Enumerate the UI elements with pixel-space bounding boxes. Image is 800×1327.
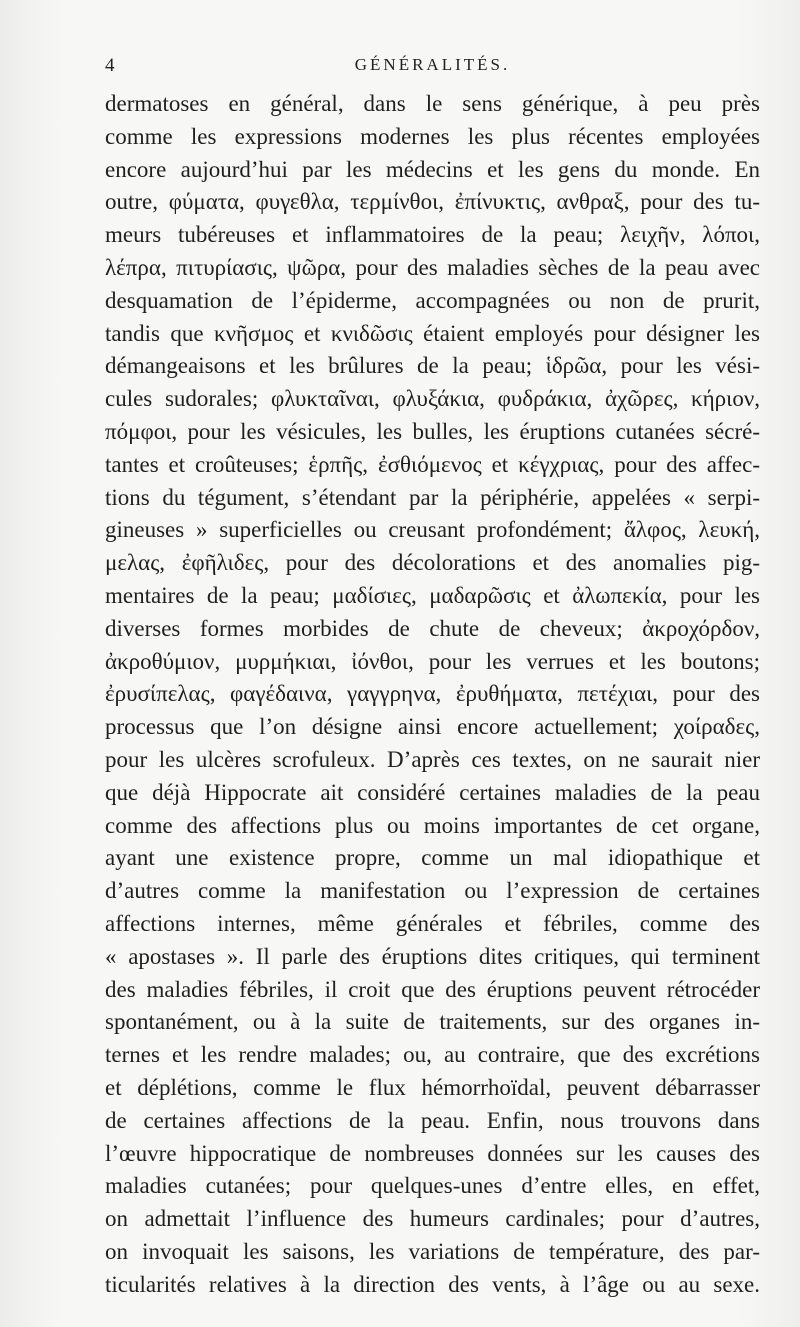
text-line: tantes et croûteuses; ἑρπῆς, ἐσθιόμενος et κέγχριας, pour des affec- <box>105 451 760 477</box>
text-line: pour les ulcères scrofuleux. D’après ces textes, on ne saurait nier <box>105 746 760 772</box>
text-line: μελας, ἐφῆλιδες, pour des décolorations et des anomalies pig- <box>105 550 760 576</box>
text-line: ayant une existence propre, comme un mal idiopathique et <box>105 845 760 871</box>
text-line: ticularités relatives à la direction des vents, à l’âge ou au sexe. <box>105 1271 760 1297</box>
text-line: meurs tubéreuses et inflammatoires de la peau; λειχῆν, λόποι, <box>105 222 760 248</box>
text-line: dermatoses en général, dans le sens générique, à peu près <box>105 91 760 116</box>
text-line: tandis que κνῆσμος et κνιδῶσις étaient employés pour désigner les <box>105 320 760 346</box>
text-line: des maladies fébriles, il croit que des éruptions peuvent rétrocéder <box>105 976 760 1002</box>
text-line: on admettait l’influence des humeurs cardinales; pour d’autres, <box>105 1206 760 1232</box>
text-line: comme des affections plus ou moins importantes de cet organe, <box>105 812 760 838</box>
text-line: spontanément, ou à la suite de traitements, sur des organes in- <box>105 1009 760 1035</box>
text-line: mentaires de la peau; μαδίσιες, μαδαρῶσις et ἀλωπεκία, pour les <box>105 582 760 608</box>
text-line: desquamation de l’épiderme, accompagnées ou non de prurit, <box>105 287 760 313</box>
text-line: d’autres comme la manifestation ou l’expression de certaines <box>105 878 760 904</box>
body-text <box>105 88 760 1301</box>
text-line: cules sudorales; φλυκταῖναι, φλυξάκια, φυδράκια, ἀχῶρες, κήριον, <box>105 386 760 412</box>
text-line: l’œuvre hippocratique de nombreuses données sur les causes des <box>105 1140 760 1166</box>
text-line: ἀκροθύμιον, μυρμήκιαι, ἰόνθοι, pour les verrues et les boutons; <box>105 648 760 674</box>
text-line: affections internes, même générales et fébriles, comme des <box>105 910 760 936</box>
page-number: 4 <box>105 55 115 76</box>
text-line: λέπρα, πιτυρίασις, ψῶρα, pour des maladies sèches de la peau avec <box>105 254 760 280</box>
text-line: tions du tégument, s’étendant par la périphérie, appelées « serpi- <box>105 484 760 510</box>
text-line: et déplétions, comme le flux hémorrhoïdal, peuvent débarrasser <box>105 1074 760 1100</box>
text-line: que déjà Hippocrate ait considéré certaines maladies de la peau <box>105 779 760 805</box>
text-line: diverses formes morbides de chute de cheveux; ἀκροχόρδον, <box>105 615 760 641</box>
text-line: πόμφοι, pour les vésicules, les bulles, les éruptions cutanées sécré- <box>105 418 760 444</box>
running-title: GÉNÉRALITÉS. <box>354 55 511 74</box>
text-line: de certaines affections de la peau. Enfin, nous trouvons dans <box>105 1107 760 1133</box>
text-line: ἐρυσίπελας, φαγέδαινα, γαγγρηνα, ἐρυθήματα, πετέχιαι, pour des <box>105 681 760 707</box>
text-line: on invoquait les saisons, les variations de température, des par- <box>105 1238 760 1264</box>
text-line: gineuses » superficielles ou creusant profondément; ἄλφος, λευκή, <box>105 517 760 543</box>
text-line: ternes et les rendre malades; ou, au contraire, que des excrétions <box>105 1042 760 1068</box>
text-line: comme les expressions modernes les plus récentes employées <box>105 123 760 149</box>
text-line: démangeaisons et les brûlures de la peau; ἱδρῶα, pour les vési- <box>105 353 760 379</box>
text-line: maladies cutanées; pour quelques-unes d’entre elles, en effet, <box>105 1173 760 1199</box>
text-line: encore aujourd’hui par les médecins et les gens du monde. En <box>105 156 760 182</box>
text-line: processus que l’on désigne ainsi encore actuellement; χοίραδες, <box>105 714 760 740</box>
text-line: « apostases ». Il parle des éruptions dites critiques, qui terminent <box>105 943 760 969</box>
text-line: outre, φύματα, φυγεθλα, τερμίνθοι, ἐπίνυκτις, ανθραξ, pour des tu- <box>105 189 760 215</box>
page-header <box>105 55 760 85</box>
